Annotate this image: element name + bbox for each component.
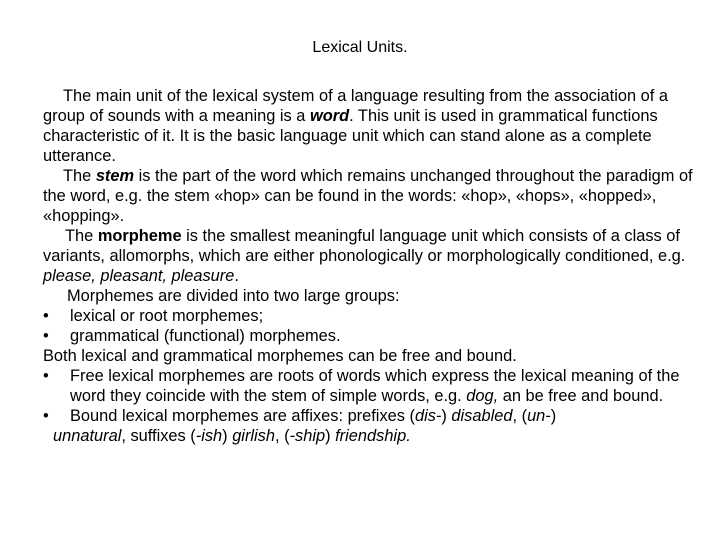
text: , suffixes ( <box>121 427 196 445</box>
term-stem: stem <box>95 167 135 185</box>
text: ) <box>550 407 557 425</box>
text: The main unit of the lexical system of a language resulting from the association of a group of sounds with a meaning is a <box>43 87 668 125</box>
text: Free lexical morphemes are roots of words which express the lexical meaning of the word they coincide with the stem of simple words, e.g. <box>70 367 680 405</box>
text: an be free and bound. <box>498 387 664 405</box>
prefix-dis: dis- <box>414 407 442 425</box>
text: ) <box>441 407 452 425</box>
list-item-bound-continued <box>43 426 693 446</box>
examples: please, pleasant, pleasure <box>43 267 235 285</box>
list-item-text: grammatical (functional) morphemes. <box>70 327 341 345</box>
bullet-icon: • <box>43 327 49 345</box>
list-item-text: lexical or root morphemes; <box>70 307 264 325</box>
text: . This unit is used in grammatical functions characteristic of it. It is the basic language unit which can stand alone as a complete utterance. <box>43 107 658 165</box>
text: ) <box>222 427 233 445</box>
text: Bound lexical morphemes are affixes: prefixes ( <box>70 407 415 425</box>
paragraph-word <box>43 86 693 166</box>
paragraph-morpheme <box>43 226 693 286</box>
prefix-un: un- <box>527 407 551 425</box>
slide-title: Lexical Units. <box>312 39 408 56</box>
paragraph-groups-intro: Morphemes are divided into two large groups: <box>67 287 400 305</box>
list-item-free <box>43 366 693 406</box>
text: is the part of the word which remains unchanged throughout the paradigm of the word, e.g. the stem «hop» can be found in the words: «hop», «hops», «hopped», «hopping». <box>43 167 693 225</box>
term-word: word <box>309 107 350 125</box>
paragraph-stem <box>43 166 693 226</box>
text: , ( <box>275 427 290 445</box>
word-friendship: friendship. <box>335 427 411 445</box>
suffix-ship: -ship <box>289 427 326 445</box>
text: The <box>63 167 96 185</box>
text: ) <box>325 427 336 445</box>
term-morpheme: morpheme <box>97 227 182 245</box>
bullet-icon: • <box>43 367 49 385</box>
slide-body <box>43 86 693 446</box>
list-item-bound <box>43 406 693 426</box>
word-girlish: girlish <box>232 427 275 445</box>
paragraph-free-bound: Both lexical and grammatical morphemes can be free and bound. <box>43 347 517 365</box>
bullet-icon: • <box>43 307 49 325</box>
text: The <box>65 227 98 245</box>
list-item <box>43 326 693 346</box>
bullet-icon: • <box>43 407 49 425</box>
text: is the smallest meaningful language unit which consists of a class of variants, allomorphs, which are either phonologically or morphologically conditioned, e.g. <box>43 227 686 265</box>
suffix-ish: -ish <box>195 427 223 445</box>
list-item <box>43 306 693 326</box>
text: . <box>234 267 239 285</box>
example-dog: dog, <box>466 387 499 405</box>
word-disabled: disabled <box>451 407 513 425</box>
word-unnatural: unnatural <box>53 427 122 445</box>
text: , ( <box>512 407 528 425</box>
